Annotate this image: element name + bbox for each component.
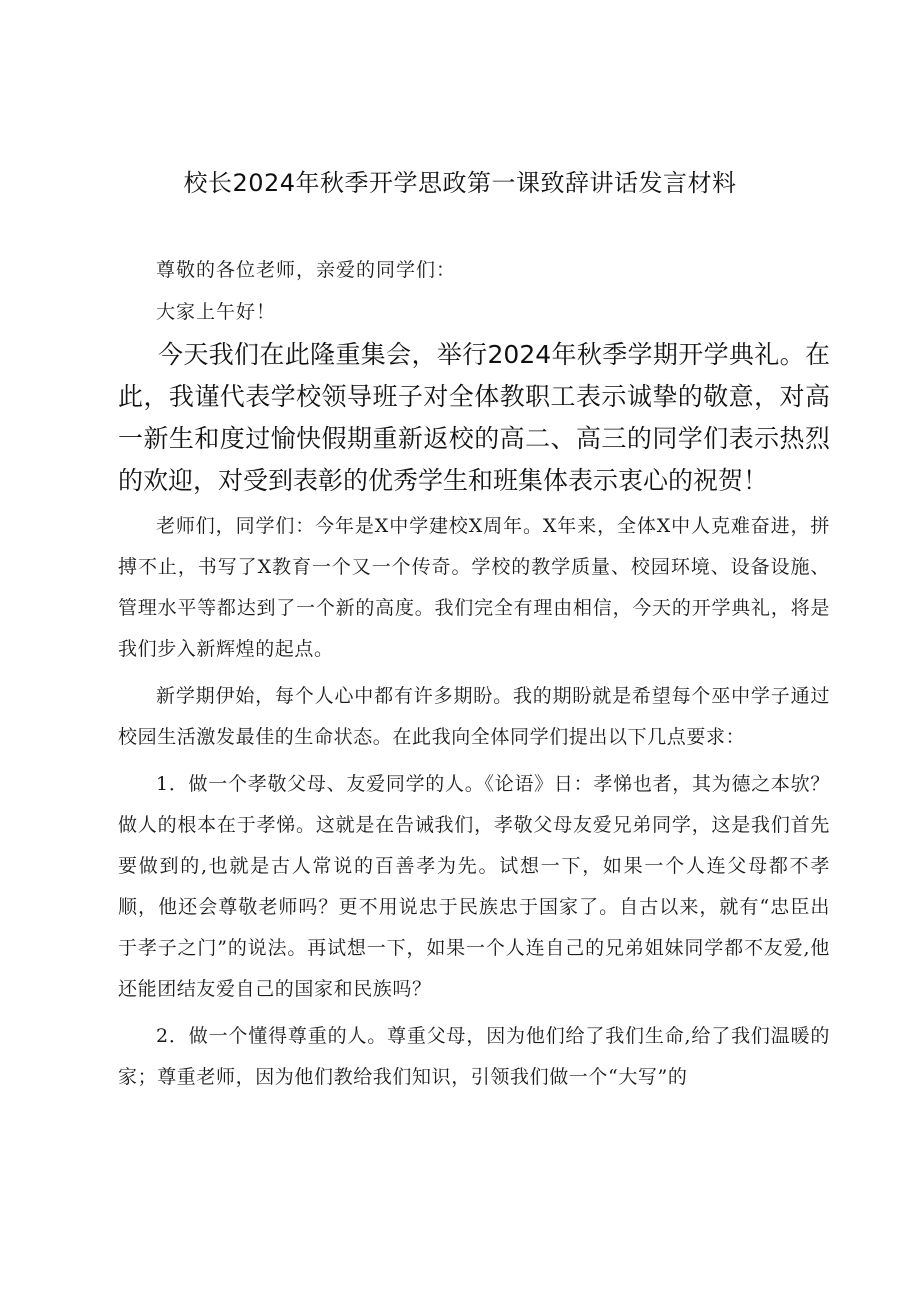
paragraph-expectations: 新学期伊始，每个人心中都有许多期盼。我的期盼就是希望每个巫中学子通过校园生活激发最佳的生命状态。在此我向全体同学们提出以下几点要求：: [118, 685, 830, 748]
paragraph-point-2: 2．做一个懂得尊重的人。尊重父母，因为他们给了我们生命,给了我们温暖的家；尊重老师，因为他们教给我们知识，引领我们做一个“大写”的: [118, 1025, 830, 1088]
opening-paragraph: 今天我们在此隆重集会，举行2024年秋季学期开学典礼。在此，我谨代表学校领导班子对全体教职工表示诚挚的敬意，对高一新生和度过愉快假期重新返校的高二、高三的同学们表示热烈的欢迎，对受到表彰的优秀学生和班集体表示衷心的祝贺！: [118, 340, 830, 495]
paragraph-point-1: 1．做一个孝敬父母、友爱同学的人。《论语》日：孝悌也者，其为德之本欤？做人的根本在于孝悌。这就是在告诫我们，孝敬父母友爱兄弟同学，这是我们首先要做到的,也就是古人常说的百善孝为先。试想一下，如果一个人连父母都不孝顺，他还会尊敬老师吗？更不用说忠于民族忠于国家了。自古以来，就有“忠臣出于孝子之门”的说法。再试想一下，如果一个人连自己的兄弟姐妹同学都不友爱,他还能团结友爱自己的国家和民族吗？: [118, 773, 830, 1000]
paragraph-anniversary: 老师们，同学们：今年是X中学建校X周年。X年来，全体X中人克难奋进，拼搏不止，书写了X教育一个又一个传奇。学校的教学质量、校园环境、设备设施、管理水平等都达到了一个新的高度。我们完全有理由相信，今天的开学典礼，将是我们步入新辉煌的起点。: [118, 515, 830, 660]
greeting: 大家上午好！: [156, 301, 277, 323]
document-body: [118, 250, 830, 1098]
salutation: 尊敬的各位老师，亲爱的同学们：: [156, 259, 457, 281]
document-title: 校长2024年秋季开学思政第一课致辞讲话发言材料: [183, 169, 737, 197]
